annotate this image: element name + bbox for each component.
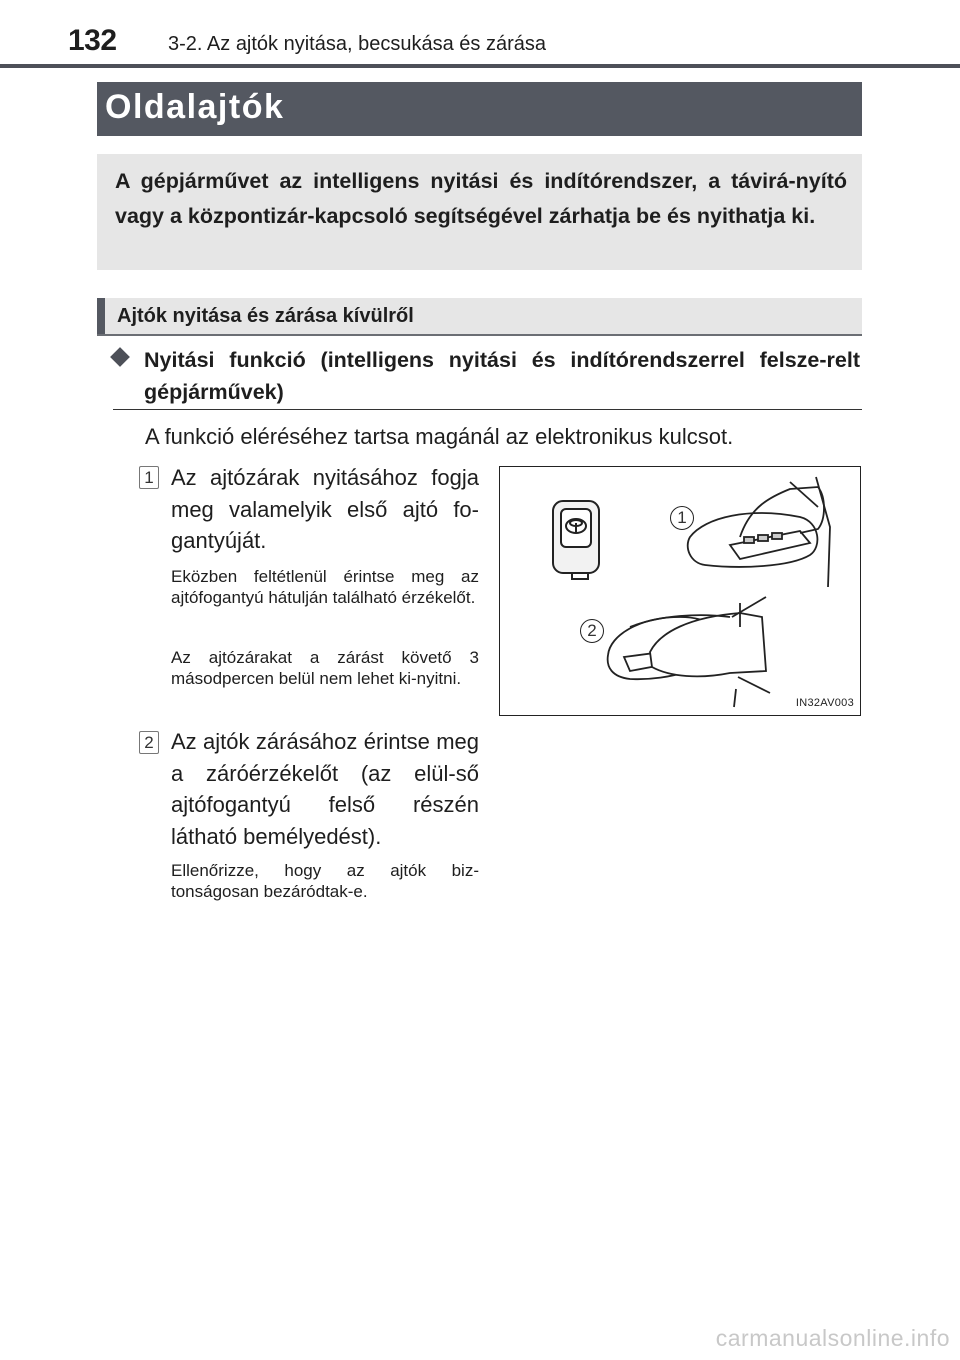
subsection-note: A funkció eléréséhez tartsa magánál az elektronikus kulcsot. xyxy=(145,424,734,449)
watermark: carmanualsonline.info xyxy=(715,1325,950,1351)
section-marker xyxy=(97,298,105,334)
callout-2: 2 xyxy=(580,619,604,643)
door-handle-figure xyxy=(499,466,861,716)
door-handle-illustration xyxy=(500,467,860,715)
diamond-bullet-icon xyxy=(110,347,130,367)
header-rule xyxy=(0,64,960,68)
lower-handle-hand xyxy=(608,597,770,707)
step-1-text: Az ajtózárak nyitásához fogja meg valamelyik első ajtó fo-gantyúját. xyxy=(171,465,479,553)
subsection-rule xyxy=(113,409,862,410)
smart-key-icon xyxy=(553,501,599,579)
section-heading xyxy=(97,298,862,336)
title-bar xyxy=(97,82,862,136)
step-1-detail-2: Az ajtózárakat a zárást követő 3 másodpercen belül nem lehet ki-nyitni. xyxy=(171,648,479,688)
running-head: 3-2. Az ajtók nyitása, becsukása és zárása xyxy=(168,33,546,55)
page-number: 132 xyxy=(68,24,117,57)
step-1-detail-1: Eközben feltétlenül érintse meg az ajtófogantyú hátulján található érzékelőt. xyxy=(171,567,479,607)
section-title: Ajtók nyitása és zárása kívülről xyxy=(117,305,414,327)
step-2-detail-1: Ellenőrizze, hogy az ajtók biz-tonságosan bezáródtak-e. xyxy=(171,861,479,901)
step-2-text: Az ajtók zárásához érintse meg a záróérzékelőt (az elül-ső ajtófogantyú felső részén látható bemélyedést). xyxy=(171,729,479,849)
page-title: Oldalajtók xyxy=(105,88,285,126)
intro-box xyxy=(97,154,862,270)
upper-handle-hand xyxy=(688,477,830,587)
callout-1: 1 xyxy=(670,506,694,530)
step-2-number: 2 xyxy=(139,731,159,754)
intro-text: A gépjárművet az intelligens nyitási és indítórendszer, a távirá-nyító vagy a központizár-kapcsoló segítségével zárhatja be és nyithatja ki. xyxy=(115,169,847,228)
step-1-number: 1 xyxy=(139,466,159,489)
figure-code: IN32AV003 xyxy=(795,697,854,709)
subsection-title: Nyitási funkció (intelligens nyitási és indítórendszerrel felsze-relt gépjárművek) xyxy=(144,348,860,404)
